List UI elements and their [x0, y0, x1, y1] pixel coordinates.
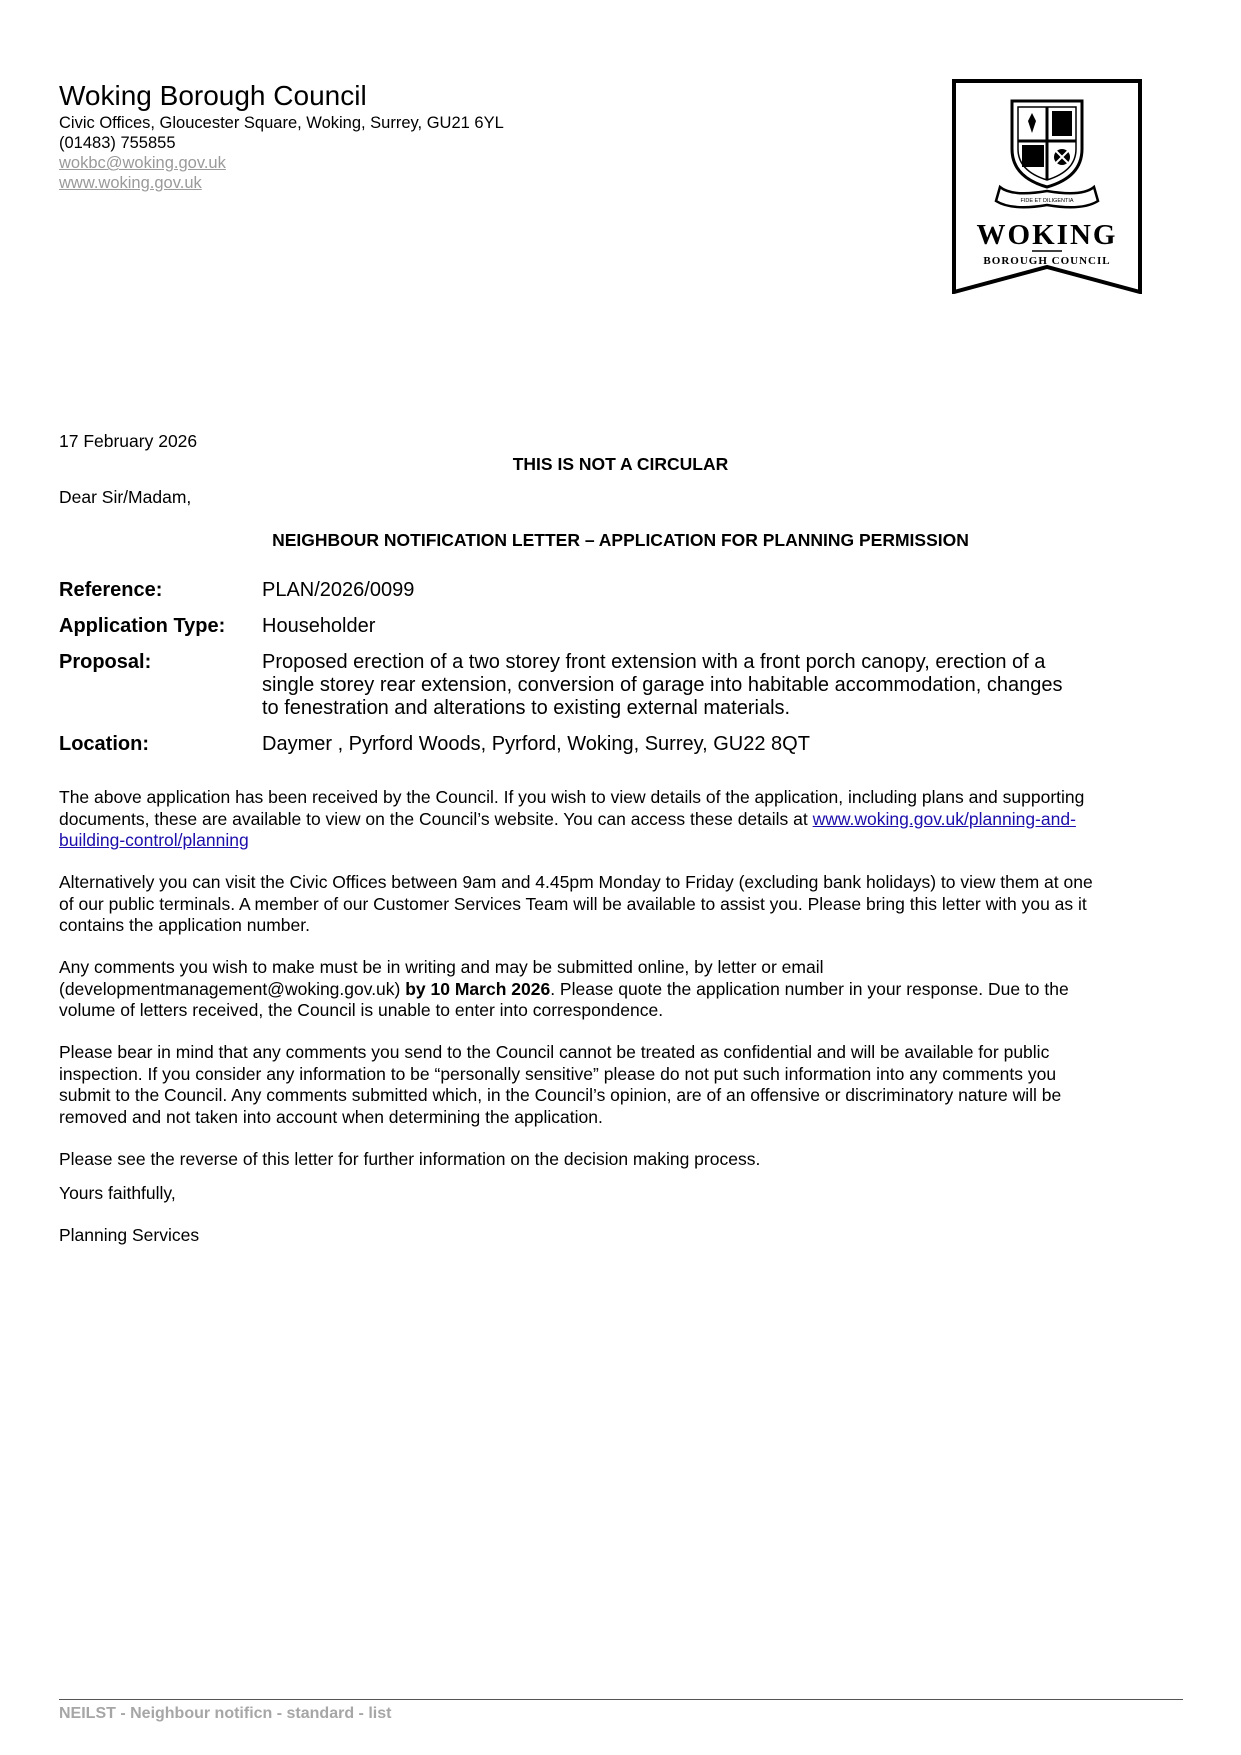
paragraph-line: submit to the Council. Any comments submitted which, in the Council’s opinion, are of an offensive or discriminatory nature will be — [59, 1085, 1062, 1105]
shield-icon — [1012, 101, 1082, 187]
logo-wordmark: WOKING — [976, 219, 1118, 251]
paragraph-line: removed and not taken into account when determining the application. — [59, 1106, 603, 1127]
closing: Yours faithfully, — [59, 1183, 176, 1203]
paragraph-line: volume of letters received, the Council is unable to enter into correspondence. — [59, 1000, 664, 1020]
organization-address: Civic Offices, Gloucester Square, Woking, Surrey, GU21 6YL — [59, 114, 504, 132]
paragraph-line: The above application has been received by the Council. If you wish to view details of the application, including plans and supporting — [59, 787, 1085, 807]
logo-subtitle: BOROUGH COUNCIL — [983, 255, 1111, 267]
paragraph-line: inspection. If you consider any information to be “personally sensitive” please do not put such information into any comments you — [59, 1063, 1057, 1084]
paragraph-line: Any comments you wish to make must be in writing and may be submitted online, by letter or email — [59, 957, 824, 977]
organization-name: Woking Borough Council — [59, 80, 367, 111]
proposal-line: to fenestration and alterations to existing external materials. — [262, 697, 791, 719]
paragraph-comments — [59, 957, 1174, 1022]
organization-email-link[interactable]: wokbc@woking.gov.uk — [59, 154, 226, 172]
location-value: Daymer , Pyrford Woods, Pyrford, Woking, Surrey, GU22 8QT — [262, 733, 810, 755]
proposal-value — [262, 651, 1122, 720]
paragraph-line — [59, 809, 1174, 831]
paragraph-line: Please bear in mind that any comments you send to the Council cannot be treated as confidential and will be available for public — [59, 1042, 1050, 1062]
paragraph-line: Alternatively you can visit the Civic Offices between 9am and 4.45pm Monday to Friday (excluding bank holidays) to view them at one — [59, 872, 1093, 892]
application-type-label: Application Type: — [59, 615, 226, 637]
location-label: Location: — [59, 733, 149, 755]
comment-deadline: by 10 March 2026 — [405, 978, 551, 999]
paragraph-text: . Please quote the application number in your response. Due to the — [550, 978, 1069, 999]
proposal-label: Proposal: — [59, 651, 152, 673]
planning-website-link[interactable]: www.woking.gov.uk/planning-and- — [812, 808, 1076, 829]
letter-date: 17 February 2026 — [59, 431, 198, 451]
organization-phone: (01483) 755855 — [59, 134, 176, 152]
organization-website-link[interactable]: www.woking.gov.uk — [59, 174, 202, 192]
paragraph-line — [59, 979, 1174, 1001]
paragraph-view-online — [59, 787, 1174, 852]
paragraph-visit-offices — [59, 872, 1174, 937]
reference-label: Reference: — [59, 579, 163, 601]
reference-value: PLAN/2026/0099 — [262, 579, 415, 601]
paragraph-text: (developmentmanagement@woking.gov.uk) — [59, 978, 406, 999]
paragraph-reverse-note: Please see the reverse of this letter for further information on the decision making process. — [59, 1149, 761, 1169]
paragraph-confidentiality — [59, 1042, 1174, 1128]
salutation: Dear Sir/Madam, — [59, 487, 192, 507]
paragraph-line: contains the application number. — [59, 915, 310, 935]
paragraph-line — [59, 830, 1174, 852]
signature: Planning Services — [59, 1225, 200, 1245]
not-circular-notice: THIS IS NOT A CIRCULAR — [512, 454, 729, 474]
paragraph-text: documents, these are available to view on the Council’s website. You can access these details at — [59, 808, 813, 829]
footer-document-code: NEILST - Neighbour notificn - standard - list — [59, 1705, 392, 1722]
proposal-line: single storey rear extension, conversion of garage into habitable accommodation, changes — [262, 674, 1063, 696]
council-crest-icon — [952, 79, 1142, 294]
letter-subject: NEIGHBOUR NOTIFICATION LETTER – APPLICATION FOR PLANNING PERMISSION — [272, 530, 969, 550]
paragraph-line: of our public terminals. A member of our Customer Services Team will be available to assist you. Please bring this letter with you as it — [59, 893, 1087, 914]
proposal-line: Proposed erection of a two storey front extension with a front porch canopy, erection of a — [262, 651, 1046, 673]
svg-text:FIDE ET DILIGENTIA: FIDE ET DILIGENTIA — [1020, 198, 1074, 204]
footer-divider — [59, 1699, 1183, 1700]
application-type-value: Householder — [262, 615, 376, 637]
planning-website-link-continued[interactable]: building-control/planning — [59, 830, 249, 850]
